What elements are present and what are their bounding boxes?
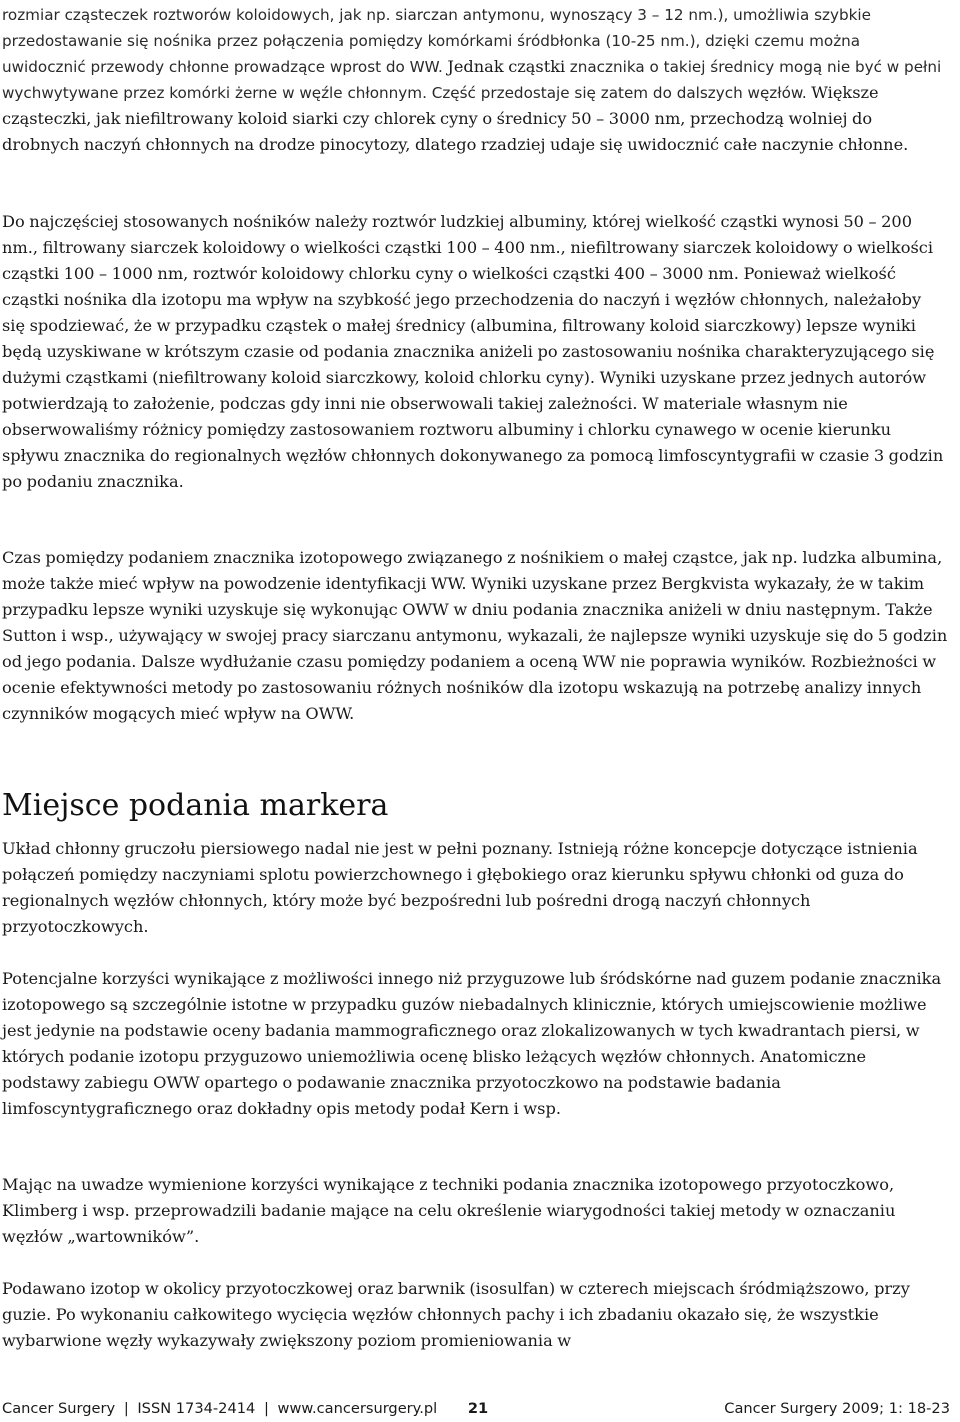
paragraph-klimberg-study: Mając na uwadze wymienione korzyści wynikające z techniki podania znacznika izotopowego przyotoczkowo, Klimberg i wsp. przeprowadzili badanie mające na celu określenie wiarygodności takiej metody w oznaczaniu węzłów „wartowników”. <box>2 1175 896 1246</box>
page-footer <box>2 1398 950 1420</box>
paragraph-timing: Czas pomiędzy podaniem znacznika izotopowego związanego z nośnikiem o małej cząstce, jak np. ludzka albumina, może także mieć wpływ na powodzenie identyfikacji WW. Wyniki uzyskane przez Bergkvista wykazały, że w takim przypadku lepsze wyniki uzyskuje się wykonując OWW w dniu podania znacznika aniżeli w dniu następnym. Także Sutton i wsp., używający w swojej pracy siarczanu antymonu, wykazali, że najlepsze wyniki uzyskuje się do 5 godzin od jego podania. Dalsze wydłużanie czasu pomiędzy podaniem a oceną WW nie poprawia wyników. Rozbieżności w ocenie efektywności metody po zastosowaniu różnych nośników dla izotopu wskazują na potrzebę analizy innych czynników mogących mieć wpływ na OWW. <box>2 548 948 723</box>
paragraph-carrier-particle-size <box>2 2 948 158</box>
footer-page-number: 21 <box>467 1400 489 1417</box>
footer-issn: ISSN 1734-2414 <box>137 1400 256 1417</box>
paragraph-common-carriers: Do najczęściej stosowanych nośników należy roztwór ludzkiej albuminy, której wielkość cząstki wynosi 50 – 200 nm., filtrowany siarczek koloidowy o wielkości cząstki 100 – 400 nm., niefiltrowany siarczek koloidowy o wielkości cząstki 100 – 1000 nm, roztwór koloidowy chlorku cyny o wielkości cząstki 400 – 3000 nm. Ponieważ wielkość cząstki nośnika dla izotopu ma wpływ na szybkość jego przechodzenia do naczyń i węzłów chłonnych, należałoby się spodziewać, że w przypadku cząstek o małej średnicy (albumina, filtrowany koloid siarczkowy) lepsze wyniki będą uzyskiwane w krótszym czasie od podania znacznika aniżeli po zastosowaniu nośnika charakteryzującego się dużymi cząstkami (niefiltrowany koloid siarczkowy, koloid chlorku cyny). Wyniki uzyskane przez jednych autorów potwierdzają to założenie, podczas gdy inni nie obserwowali takiej zależności. W materiale własnym nie obserwowaliśmy różnicy pomiędzy zastosowaniem roztworu albuminy i chlorku cynawego w ocenie kierunku spływu znacznika do regionalnych węzłów chłonnych dokonywanego za pomocą limfoscyntygrafii w czasie 3 godzin po podaniu znacznika. <box>2 212 944 491</box>
paragraph-sans-segment: rozmiar cząsteczek roztworów koloidowych, jak np. siarczan antymonu, wynoszący 3 – 12 nm.), umożliwia szybkie przedostawanie się nośnika przez połączenia pomiędzy komórkami śródbłonka (10-25 nm.), dzięki czemu można uwidocznić przewody chłonne prowadzące wprost do WW. <box>2 6 871 76</box>
footer-left <box>2 1398 488 1420</box>
section-heading: Miejsce podania markera <box>2 788 389 823</box>
footer-journal-name: Cancer Surgery <box>2 1400 116 1417</box>
paragraph-sans-segment: znacznika o takiej średnicy mogą nie być w pełni wychwytywane przez komórki żerne w węźle chłonnym. Część przedostaje się zatem do dalszych węzłów. <box>2 58 942 102</box>
footer-separator: | <box>263 1400 269 1417</box>
footer-separator: | <box>123 1400 129 1417</box>
footer-website-link[interactable]: www.cancersurgery.pl <box>277 1400 438 1417</box>
paragraph-serif-segment: Większe cząsteczki, jak niefiltrowany koloid siarki czy chlorek cyny o średnicy 50 – 3000 nm, przechodzą wolniej do drobnych naczyń chłonnych na drodze pinocytozy, dlatego rzadziej udaje się uwidocznić całe naczynie chłonne. <box>2 83 909 154</box>
paragraph-potential-benefits: Potencjalne korzyści wynikające z możliwości innego niż przyguzowe lub śródskórne nad guzem podanie znacznika izotopowego są szczególnie istotne w przypadku guzów niebadalnych klinicznie, których umiejscowienie możliwe jest jedynie na podstawie oceny badania mammograficznego oraz zlokalizowanych w tych kwadrantach piersi, w których podanie izotopu przyguzowo uniemożliwia ocenę blisko leżących węzłów chłonnych. Anatomiczne podstawy zabiegu OWW opartego o podawanie znacznika przyotoczkowo na podstawie badania limfoscyntygraficznego oraz dokładny opis metody podał Kern i wsp. <box>2 969 942 1118</box>
paragraph-isotope-dye: Podawano izotop w okolicy przyotoczkowej oraz barwnik (isosulfan) w czterech miejscach śródmiąższowo, przy guzie. Po wykonaniu całkowitego wycięcia węzłów chłonnych pachy i ich zbadaniu okazało się, że wszystkie wybarwione węzły wykazywały zwiększony poziom promieniowania w <box>2 1279 910 1350</box>
paragraph-serif-segment: Jednak cząstki <box>442 57 570 76</box>
paragraph-lymphatic-system: Układ chłonny gruczołu piersiowego nadal nie jest w pełni poznany. Istnieją różne koncepcje dotyczące istnienia połączeń pomiędzy naczyniami splotu powierzchownego i głębokiego oraz kierunku spływu chłonki od guza do regionalnych węzłów chłonnych, który może być bezpośredni lub pośredni drogą naczyń chłonnych przyotoczkowych. <box>2 839 918 936</box>
footer-citation: Cancer Surgery 2009; 1: 18-23 <box>724 1400 950 1417</box>
